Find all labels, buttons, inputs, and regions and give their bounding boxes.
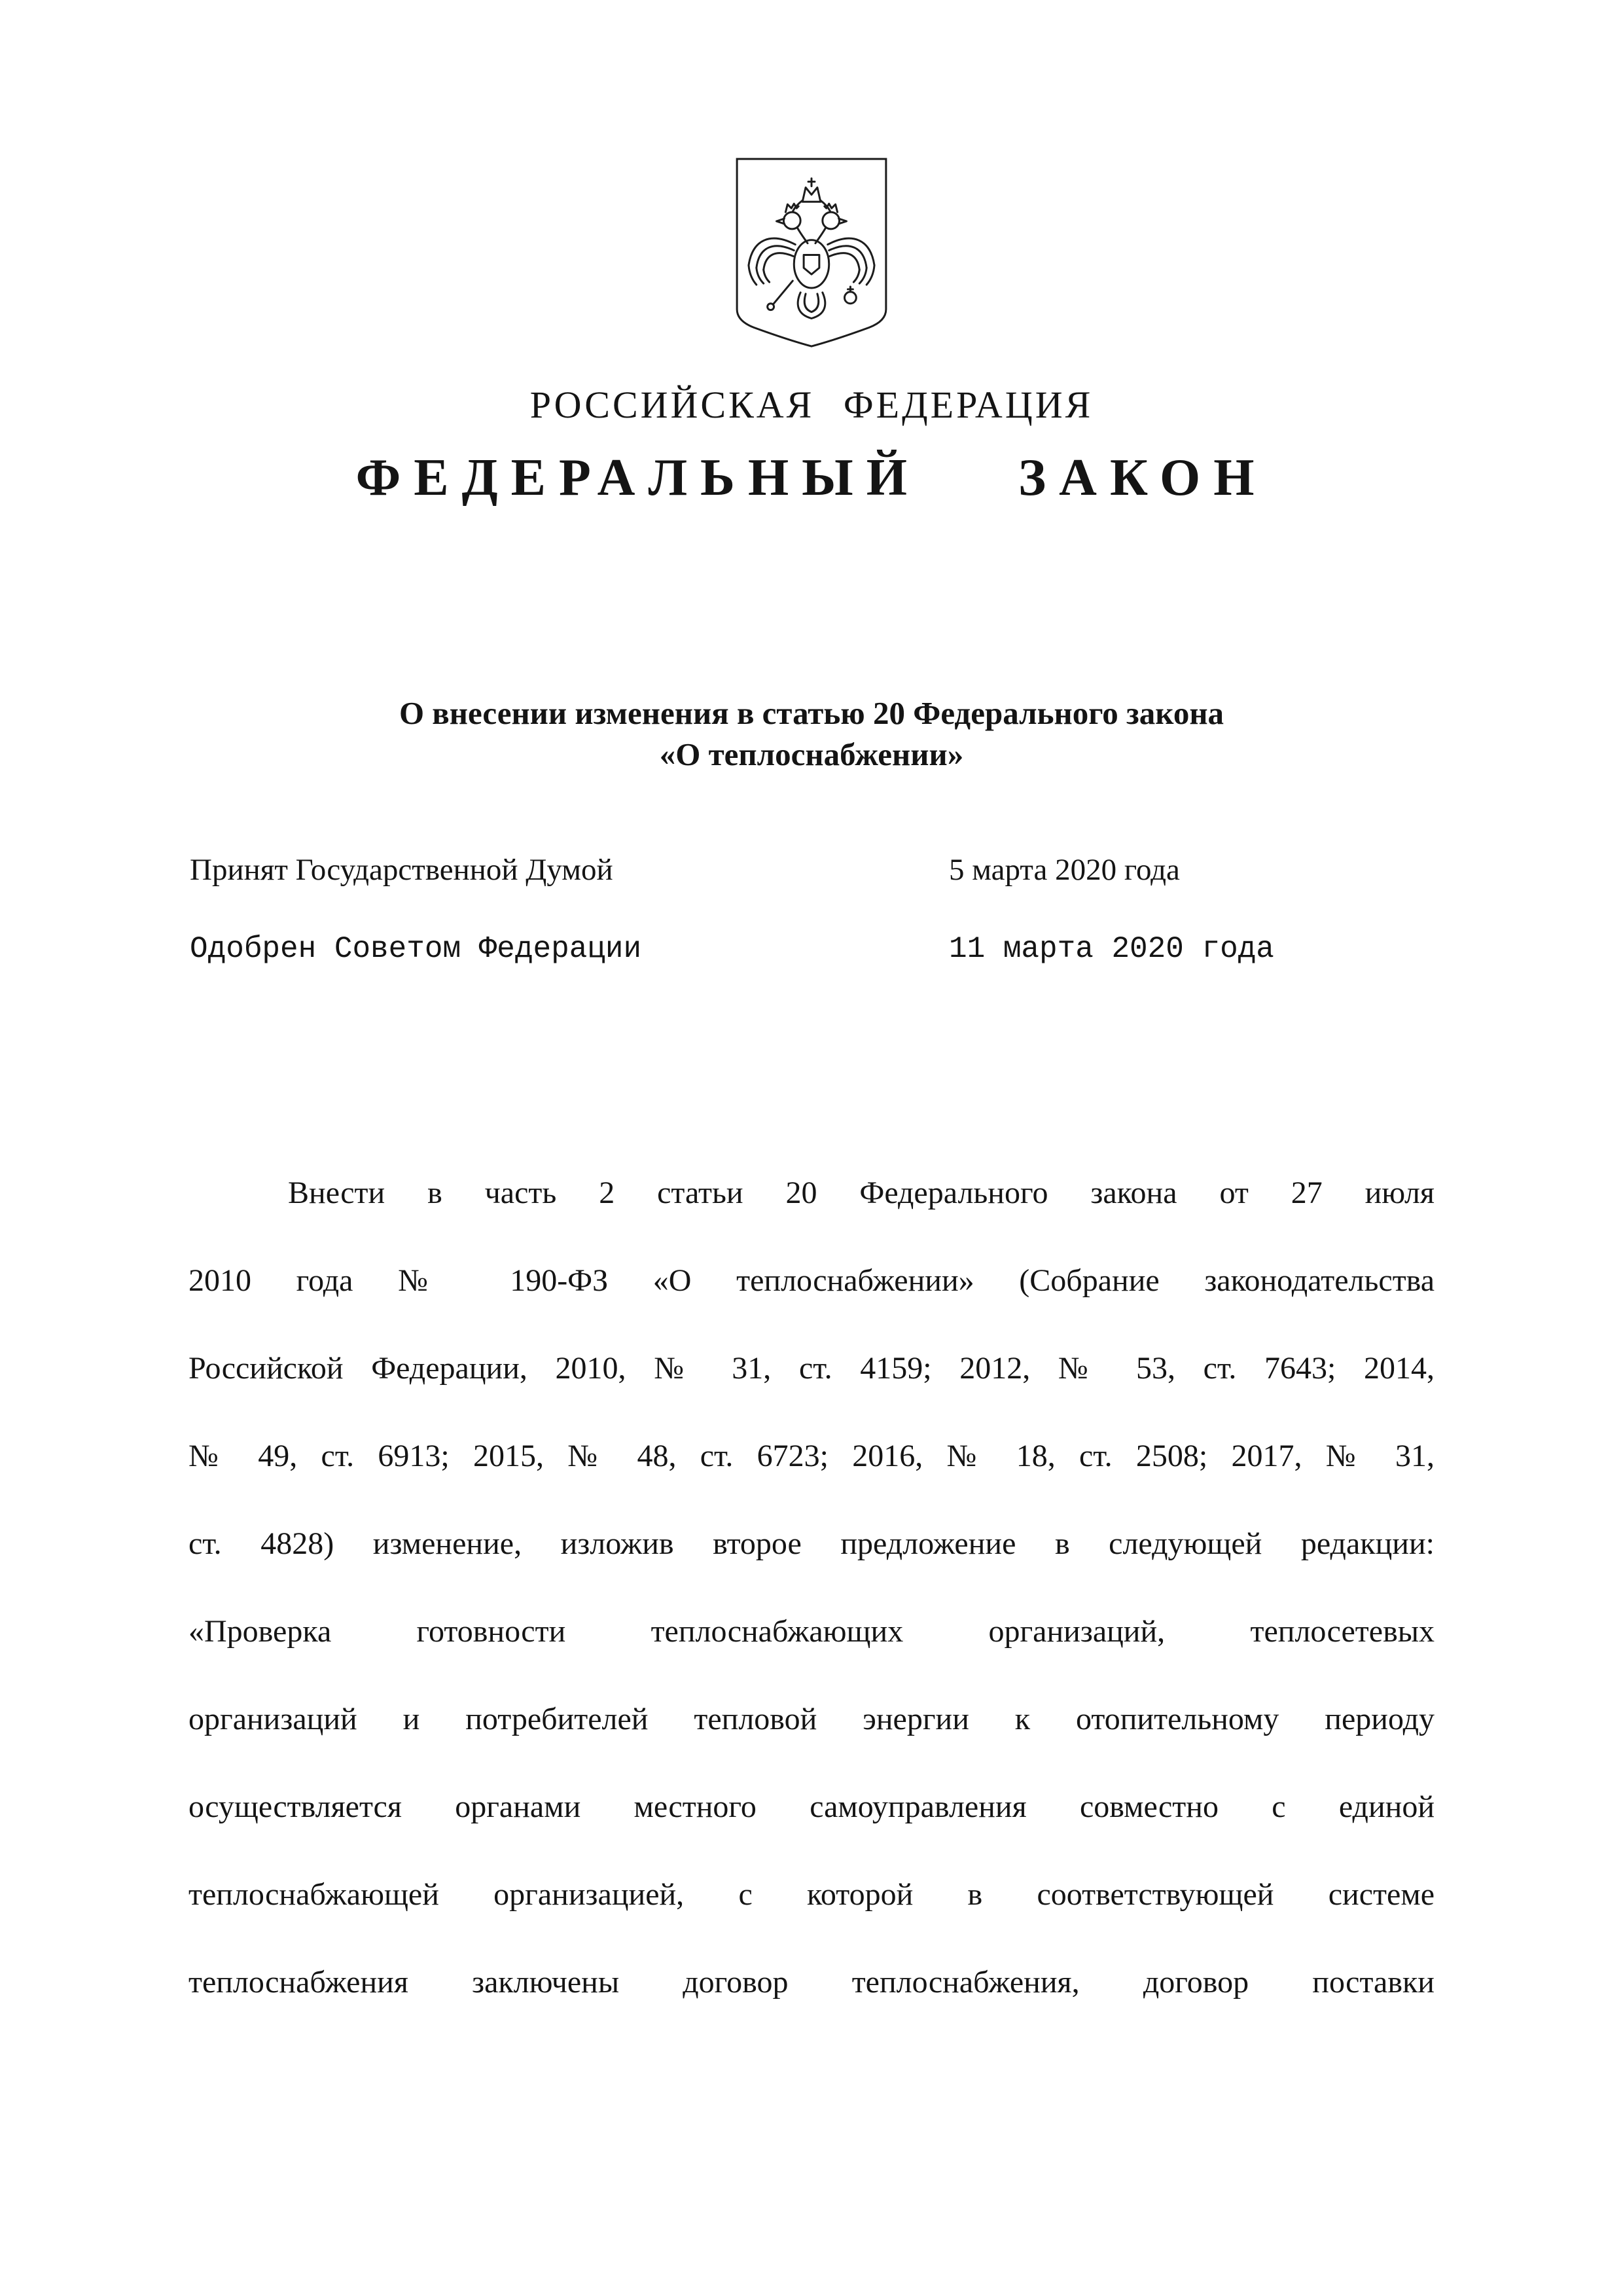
body-line: осуществляется органами местного самоуправления совместно с единой — [188, 1789, 1435, 1824]
adopted-date: 5 марта 2020 года — [949, 853, 1180, 887]
body-line: № 49, ст. 6913; 2015, № 48, ст. 6723; 2016, № 18, ст. 2508; 2017, № 31, — [188, 1439, 1435, 1473]
law-title-line-2: «О теплоснабжении» — [659, 736, 964, 772]
approved-label: Одобрен Советом Федерации — [190, 932, 642, 966]
coat-of-arms — [730, 154, 893, 351]
law-body-text — [188, 1149, 1435, 2026]
law-title-line-1: О внесении изменения в статью 20 Федерального закона — [399, 695, 1224, 731]
coat-of-arms-emblem-icon — [730, 154, 893, 351]
adopted-label: Принят Государственной Думой — [190, 853, 613, 887]
approved-row — [190, 932, 1433, 966]
law-title — [190, 692, 1433, 775]
body-line: теплоснабжения заключены договор теплоснабжения, договор поставки — [188, 1965, 1435, 2000]
body-line: теплоснабжающей организацией, с которой в соответствующей системе — [188, 1877, 1435, 1912]
body-line: 2010 года № 190-ФЗ «О теплоснабжении» (Собрание законодательства — [188, 1263, 1435, 1298]
body-line: ст. 4828) изменение, изложив второе предложение в следующей редакции: — [188, 1526, 1435, 1561]
body-line: Внести в часть 2 статьи 20 Федерального закона от 27 июля — [288, 1175, 1435, 1210]
body-line: организаций и потребителей тепловой энергии к отопительному периоду — [188, 1702, 1435, 1736]
body-line: «Проверка готовности теплоснабжающих организаций, теплосетевых — [188, 1614, 1435, 1649]
adopted-row — [190, 852, 1433, 888]
approved-date: 11 марта 2020 года — [949, 932, 1274, 966]
country-name-heading: РОССИЙСКАЯ ФЕДЕРАЦИЯ — [529, 384, 1094, 426]
body-line: Российской Федерации, 2010, № 31, ст. 4159; 2012, № 53, ст. 7643; 2014, — [188, 1351, 1435, 1386]
law-type-heading: ФЕДЕРАЛЬНЫЙ ЗАКОН — [355, 449, 1268, 507]
